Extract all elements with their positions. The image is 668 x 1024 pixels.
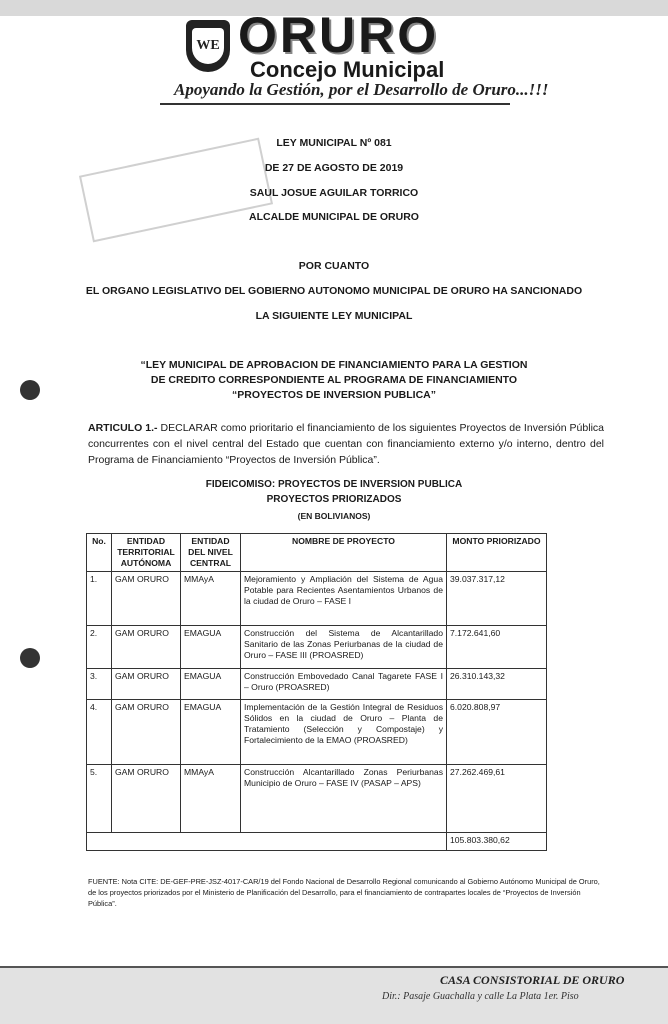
- header-no: No.: [87, 534, 112, 572]
- slogan: Apoyando la Gestión, por el Desarrollo de Oruro...!!!: [174, 80, 549, 99]
- row-no: 4.: [87, 700, 112, 765]
- row-eta: GAM ORURO: [112, 572, 181, 626]
- table-title-1: FIDEICOMISO: PROYECTOS DE INVERSION PUBLICA: [205, 479, 463, 490]
- header-monto: MONTO PRIORIZADO: [447, 534, 547, 572]
- crest-logo-icon: [186, 20, 230, 72]
- law-title-line-1: “LEY MUNICIPAL DE APROBACION DE FINANCIAMIENTO PARA LA GESTION: [140, 359, 528, 371]
- table-title-2: PROYECTOS PRIORIZADOS: [266, 494, 402, 505]
- row-enc: EMAGUA: [181, 700, 241, 765]
- table-header-row: [87, 534, 547, 572]
- sanction-line: EL ORGANO LEGISLATIVO DEL GOBIERNO AUTONOMO MUNICIPAL DE ORURO HA SANCIONADO: [85, 285, 583, 297]
- table-row: [87, 700, 547, 765]
- header-nombre-proyecto: NOMBRE DE PROYECTO: [241, 534, 447, 572]
- table-row: [87, 669, 547, 700]
- footer-address: Dir.: Pasaje Guachalla y calle La Plata 1er. Piso: [382, 991, 579, 1002]
- row-project-name: Construcción Alcantarillado Zonas Periurbanas Municipio de Oruro – FASE IV (PASAP – APS): [241, 765, 447, 833]
- mayor-name: SAUL JOSUE AGUILAR TORRICO: [249, 187, 419, 199]
- letterhead: [0, 0, 668, 112]
- row-eta: GAM ORURO: [112, 765, 181, 833]
- total-spacer: [87, 833, 447, 851]
- mayor-title: ALCALDE MUNICIPAL DE ORURO: [249, 211, 419, 223]
- row-eta: GAM ORURO: [112, 626, 181, 669]
- header-entidad-nivel: ENTIDAD DEL NIVEL CENTRAL: [181, 534, 241, 572]
- row-no: 2.: [87, 626, 112, 669]
- total-amount: 105.803.380,62: [447, 833, 547, 851]
- row-project-name: Construcción Embovedado Canal Tagarete FASE I – Oruro (PROASRED): [241, 669, 447, 700]
- footer-title: CASA CONSISTORIAL DE ORURO: [440, 973, 625, 987]
- row-amount: 26.310.143,32: [447, 669, 547, 700]
- table-row: [87, 765, 547, 833]
- punch-hole-icon: [20, 648, 40, 668]
- crest-text: WE: [192, 28, 224, 64]
- row-eta: GAM ORURO: [112, 700, 181, 765]
- row-amount: 7.172.641,60: [447, 626, 547, 669]
- source-footnote: FUENTE: Nota CITE: DE-GEF-PRE-JSZ-4017-CAR/19 del Fondo Nacional de Desarrollo Regional comunicando al Gobierno Autónomo Municipal de Oruro, de los proyectos priorizados por el Ministerio de Planificación del Desarrollo, para el financiamiento de contrapartes locales de “Proyectos de Inversión Pública”.: [88, 877, 600, 908]
- row-project-name: Construcción del Sistema de Alcantarillado Sanitario de las Zonas Periurbanas de la ciudad de Oruro – FASE III (PROASRED): [241, 626, 447, 669]
- law-title-line-2: DE CREDITO CORRESPONDIENTE AL PROGRAMA DE FINANCIAMIENTO: [150, 374, 518, 386]
- article-1-text: DECLARAR como prioritario el financiamiento de los siguientes Proyectos de Inversión Pública concurrentes con el nivel central del Estado que cuentan con financiamiento externo y/o interno, dentro del Programa de Financiamiento “Proyectos de Inversión Pública”.: [88, 422, 604, 466]
- row-enc: MMAyA: [181, 572, 241, 626]
- row-project-name: Implementación de la Gestión Integral de Residuos Sólidos en la ciudad de Oruro – Planta de Tratamiento (Selección y Compostaje) y Fortalecimiento de la EMAO (PROASRED): [241, 700, 447, 765]
- row-no: 1.: [87, 572, 112, 626]
- article-1: [88, 420, 604, 468]
- row-amount: 39.037.317,12: [447, 572, 547, 626]
- law-date: DE 27 DE AGOSTO DE 2019: [264, 162, 404, 174]
- law-title-line-3: “PROYECTOS DE INVERSION PUBLICA”: [231, 389, 436, 401]
- projects-table: [86, 533, 547, 851]
- row-amount: 27.262.469,61: [447, 765, 547, 833]
- row-enc: EMAGUA: [181, 669, 241, 700]
- table-row: [87, 572, 547, 626]
- law-number: LEY MUNICIPAL Nº 081: [276, 137, 392, 149]
- row-no: 5.: [87, 765, 112, 833]
- table-title-3: (EN BOLIVIANOS): [297, 511, 371, 521]
- row-eta: GAM ORURO: [112, 669, 181, 700]
- header-entidad-territorial: ENTIDAD TERRITORIAL AUTÓNOMA: [112, 534, 181, 572]
- row-enc: MMAyA: [181, 765, 241, 833]
- row-enc: EMAGUA: [181, 626, 241, 669]
- por-cuanto: POR CUANTO: [298, 260, 370, 272]
- table-row: [87, 626, 547, 669]
- article-1-label: ARTICULO 1.-: [88, 422, 158, 434]
- brand-name: ORURO: [238, 7, 440, 63]
- table-total-row: [87, 833, 547, 851]
- row-no: 3.: [87, 669, 112, 700]
- brand-subtitle: Concejo Municipal: [250, 57, 445, 82]
- row-project-name: Mejoramiento y Ampliación del Sistema de Agua Potable para Recientes Asentamientos Urbanos de la ciudad de Oruro – FASE I: [241, 572, 447, 626]
- header-divider: [160, 103, 510, 105]
- punch-hole-icon: [20, 380, 40, 400]
- following-law: LA SIGUIENTE LEY MUNICIPAL: [255, 310, 413, 322]
- row-amount: 6.020.808,97: [447, 700, 547, 765]
